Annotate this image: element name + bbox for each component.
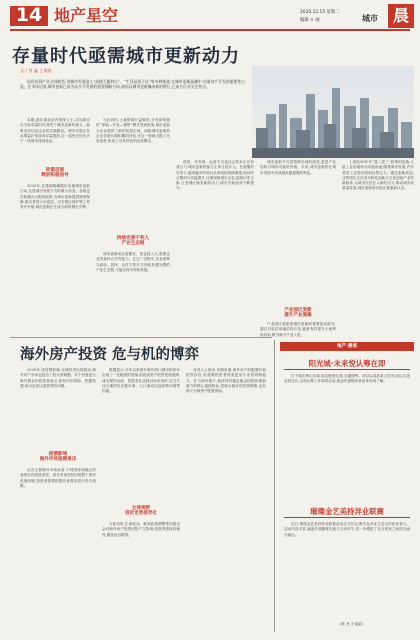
sidebar-item2-text: 近日,璀璨金艺美持异业联赛活动正式开启,吸引众多业主及合作伙伴参与。活动内容丰富,涵盖多项趣味比赛与互动环节,进一步增进了社区邻里之间的交流与融合。 — [284, 522, 410, 537]
article2-col2 — [102, 368, 180, 500]
headline-2: 海外房产投资 危与机的博弈 — [20, 347, 200, 363]
date-line: 2020.12.15 星期二 — [300, 10, 340, 15]
article2-col1b — [20, 468, 96, 632]
sidebar-item1-title: 阳光城·未来悦认筹在即 — [308, 359, 386, 368]
subhead-5-line1: 全球视野 — [131, 506, 151, 511]
article1-col1-text: 本期,我们请到业内资深人士,共同探讨在当前存量时代背景下城市更新的意义、政策走向以及企业的实践路径。城市发展正在从增量扩张转向存量提质,这一趋势已经在多个一线城市得到验证。 — [20, 118, 90, 144]
subhead-4 — [20, 452, 96, 462]
subhead-5-line2: 房价走势差异化 — [124, 511, 158, 517]
article2-col2b — [102, 522, 180, 632]
article1-col5-text: 上世纪90年代“退二进三”政策的实施,大量工业用地转为其他用途,随着城市发展,许多老旧工业园区面临转型压力。通过更新改造,这些园区正在成为科技创新与文化创意产业的新载体,为城市经济注入新的活力,推动城市高质量发展,城市更新的价值正被重新认识。 — [342, 160, 414, 191]
subhead-5 — [102, 506, 180, 516]
subhead-1-line2: 释放积极信号 — [41, 173, 69, 179]
page-number: 14 — [15, 4, 43, 26]
article2-col3-text: 业内人士指出,长期来看,海外房产的配置价值依然存在,但需要投资者具备更加专业的判断能力。在当前环境下,选择具有稳定租金回报和增值潜力的核心地段物业,是较为稳妥的投资策略,也有助于分散资产配置风险。 — [186, 368, 266, 394]
sidebar-item1-body — [284, 374, 410, 500]
article1-col4 — [260, 160, 336, 256]
brand-big: 晨 — [392, 6, 409, 25]
sidebar-tag: 地产·晨谈 — [336, 344, 358, 349]
editor-line: 编辑 × 画 — [300, 18, 320, 23]
article1-col2b — [96, 252, 170, 328]
article1-col4b-text: 产业园区更新是城市更新的重要组成部分,通过对低效用地的再开发,能够有效提升土地利用效率,吸引新兴产业入驻。 — [260, 322, 336, 337]
article1-col3 — [176, 160, 254, 328]
masthead-rule — [10, 29, 410, 31]
headline-1: 存量时代亟需城市更新动力 — [12, 46, 240, 67]
city-photo — [252, 66, 414, 158]
subhead-1 — [20, 168, 90, 178]
article2-col2b-text: 与此同时,汇率波动、税收政策调整等因素也会对海外房产投资回报产生影响,投资者需保持理性,避免盲目跟风。 — [102, 522, 180, 537]
subhead-2-line1: 持续完善不利人 — [116, 236, 150, 241]
subhead-3-line2: 提升产业集聚 — [284, 313, 312, 319]
section-title: 地产星空 — [54, 6, 119, 25]
sidebar-item1-rule — [284, 369, 410, 370]
subhead-1-line1: 政策层面 — [45, 168, 65, 173]
article1-col3-text: 政府、开发商、运营方以及社会资本正在形成合力,城市更新的参与主体日趋多元。在政策的引导下,越来越多的项目从单纯的拆除重建,转向综合整治与功能提升,注重保留城市记忆,延续历史文脉,让老城区焕发新的活力,城市空间品质不断提升。 — [176, 160, 254, 191]
byline-1: 文 / 刘 鑫 王南星 — [20, 68, 52, 73]
subhead-4-line1: 疫情影响 — [48, 452, 68, 457]
skyline-image — [252, 66, 414, 158]
article1-col5 — [342, 160, 414, 332]
article1-col2b-text: 城市更新项目周期长、资金投入大,需要企业具备综合开发能力。在这一过程中,企业需要与政府、居民、合作方等多方协调,构建完整的产业生态链,才能实现可持续发展。 — [96, 252, 170, 272]
brand-small: 城市 — [362, 14, 378, 23]
subhead-2 — [96, 236, 170, 246]
sidebar-item2-body — [284, 522, 410, 620]
subhead-3-line1: 产业园区更新 — [284, 308, 312, 313]
subhead-2-line2: 产业生态链 — [121, 241, 145, 247]
sidebar-divider — [274, 340, 275, 632]
subhead-3 — [260, 308, 336, 318]
lead-text: 国庆站到产业全球转型,但城市发展进入“高楼大厦林立”、“生活品质不佳”等多种挑战,在城市更新高潮中,存量房产开发的重要性凸显。在市场层面,城市更新已成为众多开发商的重要战略方向,如何以城市更新撬动新的增长,已成为行业关注焦点。 — [20, 79, 245, 90]
sidebar-item2-rule — [284, 517, 410, 518]
article2-col3 — [186, 368, 266, 632]
article2-col1b-text: 从各主要海外市场来看,不同国家和地区的表现存在明显差异。部分市场在经历短暂下滑后迅速回暖,投资者需要根据自身需求进行综合判断。 — [20, 468, 96, 488]
article1-col2 — [96, 118, 170, 188]
article1-col4-text: 城市更新不仅是物理空间的改造,更是产业结构与城市功能的升级。未来,城市更新将在城市发展中扮演越来越重要的角色。 — [260, 160, 336, 175]
article2-col1 — [20, 368, 96, 446]
sidebar-item2-byline: (林 亮 王南星) — [340, 622, 364, 626]
lead-paragraph — [20, 79, 245, 119]
article2-col2-text: 数据显示,今年以来部分海外热门城市的房价出现了一定幅度的回落,但优质资产依然受到追捧,成交保持活跃。投资者在选择目标市场时,应当关注当地的经济基本面、人口流动以及政策环境等因素。 — [102, 368, 180, 394]
article1-col4b — [260, 322, 336, 337]
article1-col1b — [20, 184, 90, 328]
article2-col1-text: 2020年,受疫情影响,全球经济出现波动,海外房产市场也经历了较大的调整。对于有意进行海外置业的投资者而言,如何识别风险、把握机遇,成为必须认真思考的问题。 — [20, 368, 96, 388]
article1-col2-text: 与此同时,土地资源日益紧张,开发商传统的“拿地—开发—销售”模式受到挑战,城市更新为企业提供了新的发展空间。深耕城市更新的企业凭借长期积累的经验,在这一领域占据了先发优势,形成了各具特色的运营模式。 — [96, 118, 170, 144]
article1-col1 — [20, 118, 90, 164]
subhead-4-line2: 海外市场短期承压 — [39, 457, 77, 463]
article1-col1b-text: 2020年,住建部明确提出实施城市更新行动,这是城市发展方式的重大转变。各地也在积极出台配套政策,为城市更新提供制度保障,推动老旧小区改造、历史街区保护等工作有序开展,城市更新正在成为新的增长引擎。 — [20, 184, 90, 210]
sidebar-item1-text: 位于城市核心区域,周边配套完善,交通便利。项目以高品质人居为目标,打造宜居社区,目前认筹工作即将启动,欢迎有意购房者前来咨询了解。 — [284, 374, 410, 384]
sidebar-item2-title: 璀璨金艺美持异业联赛 — [310, 507, 384, 516]
section-divider — [10, 337, 272, 338]
